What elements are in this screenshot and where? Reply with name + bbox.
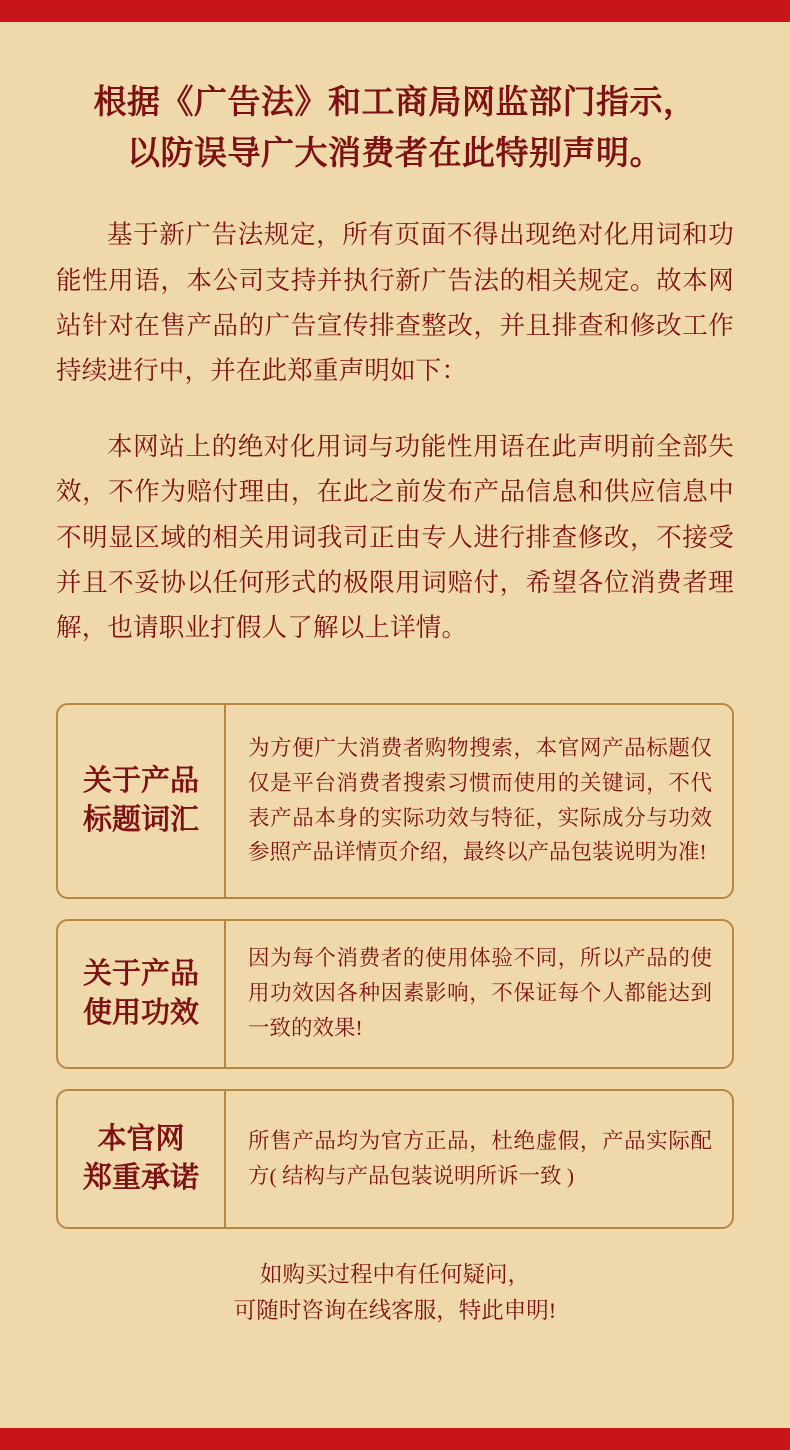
top-border-bar bbox=[0, 0, 790, 22]
notice-card-title-line-1: 本官网 bbox=[97, 1123, 185, 1156]
notice-card-title bbox=[58, 705, 226, 897]
bottom-border-bar bbox=[0, 1428, 790, 1450]
notice-card-title bbox=[58, 1091, 226, 1227]
page-title-line-1: 根据《广告法》和工商局网监部门指示， bbox=[93, 85, 697, 121]
page-title-line-2: 以防误导广大消费者在此特别声明。 bbox=[127, 136, 663, 173]
content-panel bbox=[0, 22, 790, 1428]
notice-card-official-promise bbox=[56, 1089, 734, 1229]
notice-card-title-line-2: 郑重承诺 bbox=[82, 1161, 199, 1194]
notice-card-product-title bbox=[56, 703, 734, 899]
page-title bbox=[56, 22, 734, 180]
statement-paragraph-2: 本网站上的绝对化用词与功能性用语在此声明前全部失效，不作为赔付理由，在此之前发布产品信息和供应信息中不明显区域的相关用词我司正由专人进行排查修改，不接受并且不妥协以任何形式的极限用词赔付，希望各位消费者理解，也请职业打假人了解以上详情。 bbox=[56, 431, 734, 643]
footer-note-line-1: 如购买过程中有任何疑问， bbox=[259, 1261, 530, 1287]
notice-card-title bbox=[58, 921, 226, 1067]
notice-card-body: 因为每个消费者的使用体验不同，所以产品的使用功效因各种因素影响，不保证每个人都能达到一致的效果! bbox=[248, 946, 712, 1041]
footer-note bbox=[56, 1257, 734, 1329]
notice-card-body: 为方便广大消费者购物搜索，本官网产品标题仅仅是平台消费者搜索习惯而使用的关键词，不代表产品本身的实际功效与特征，实际成分与功效参照产品详情页介绍，最终以产品包装说明为准! bbox=[248, 736, 712, 865]
notice-card-title-line-2: 标题词汇 bbox=[82, 803, 199, 836]
notice-card-title-line-1: 关于产品 bbox=[82, 765, 199, 798]
notice-card-product-effect bbox=[56, 919, 734, 1069]
notice-card-title-line-1: 关于产品 bbox=[82, 958, 199, 991]
notice-card-title-line-2: 使用功效 bbox=[82, 996, 199, 1029]
footer-note-line-2: 可随时咨询在线客服，特此申明! bbox=[233, 1297, 557, 1323]
statement-paragraph-1: 基于新广告法规定，所有页面不得出现绝对化用词和功能性用语，本公司支持并执行新广告法的相关规定。故本网站针对在售产品的广告宣传排查整改，并且排查和修改工作持续进行中，并在此郑重声明如下： bbox=[56, 220, 734, 386]
notice-card-list bbox=[56, 703, 734, 1229]
notice-card-body: 所售产品均为官方正品，杜绝虚假，产品实际配方( 结构与产品包装说明所诉一致 ) bbox=[248, 1128, 712, 1188]
